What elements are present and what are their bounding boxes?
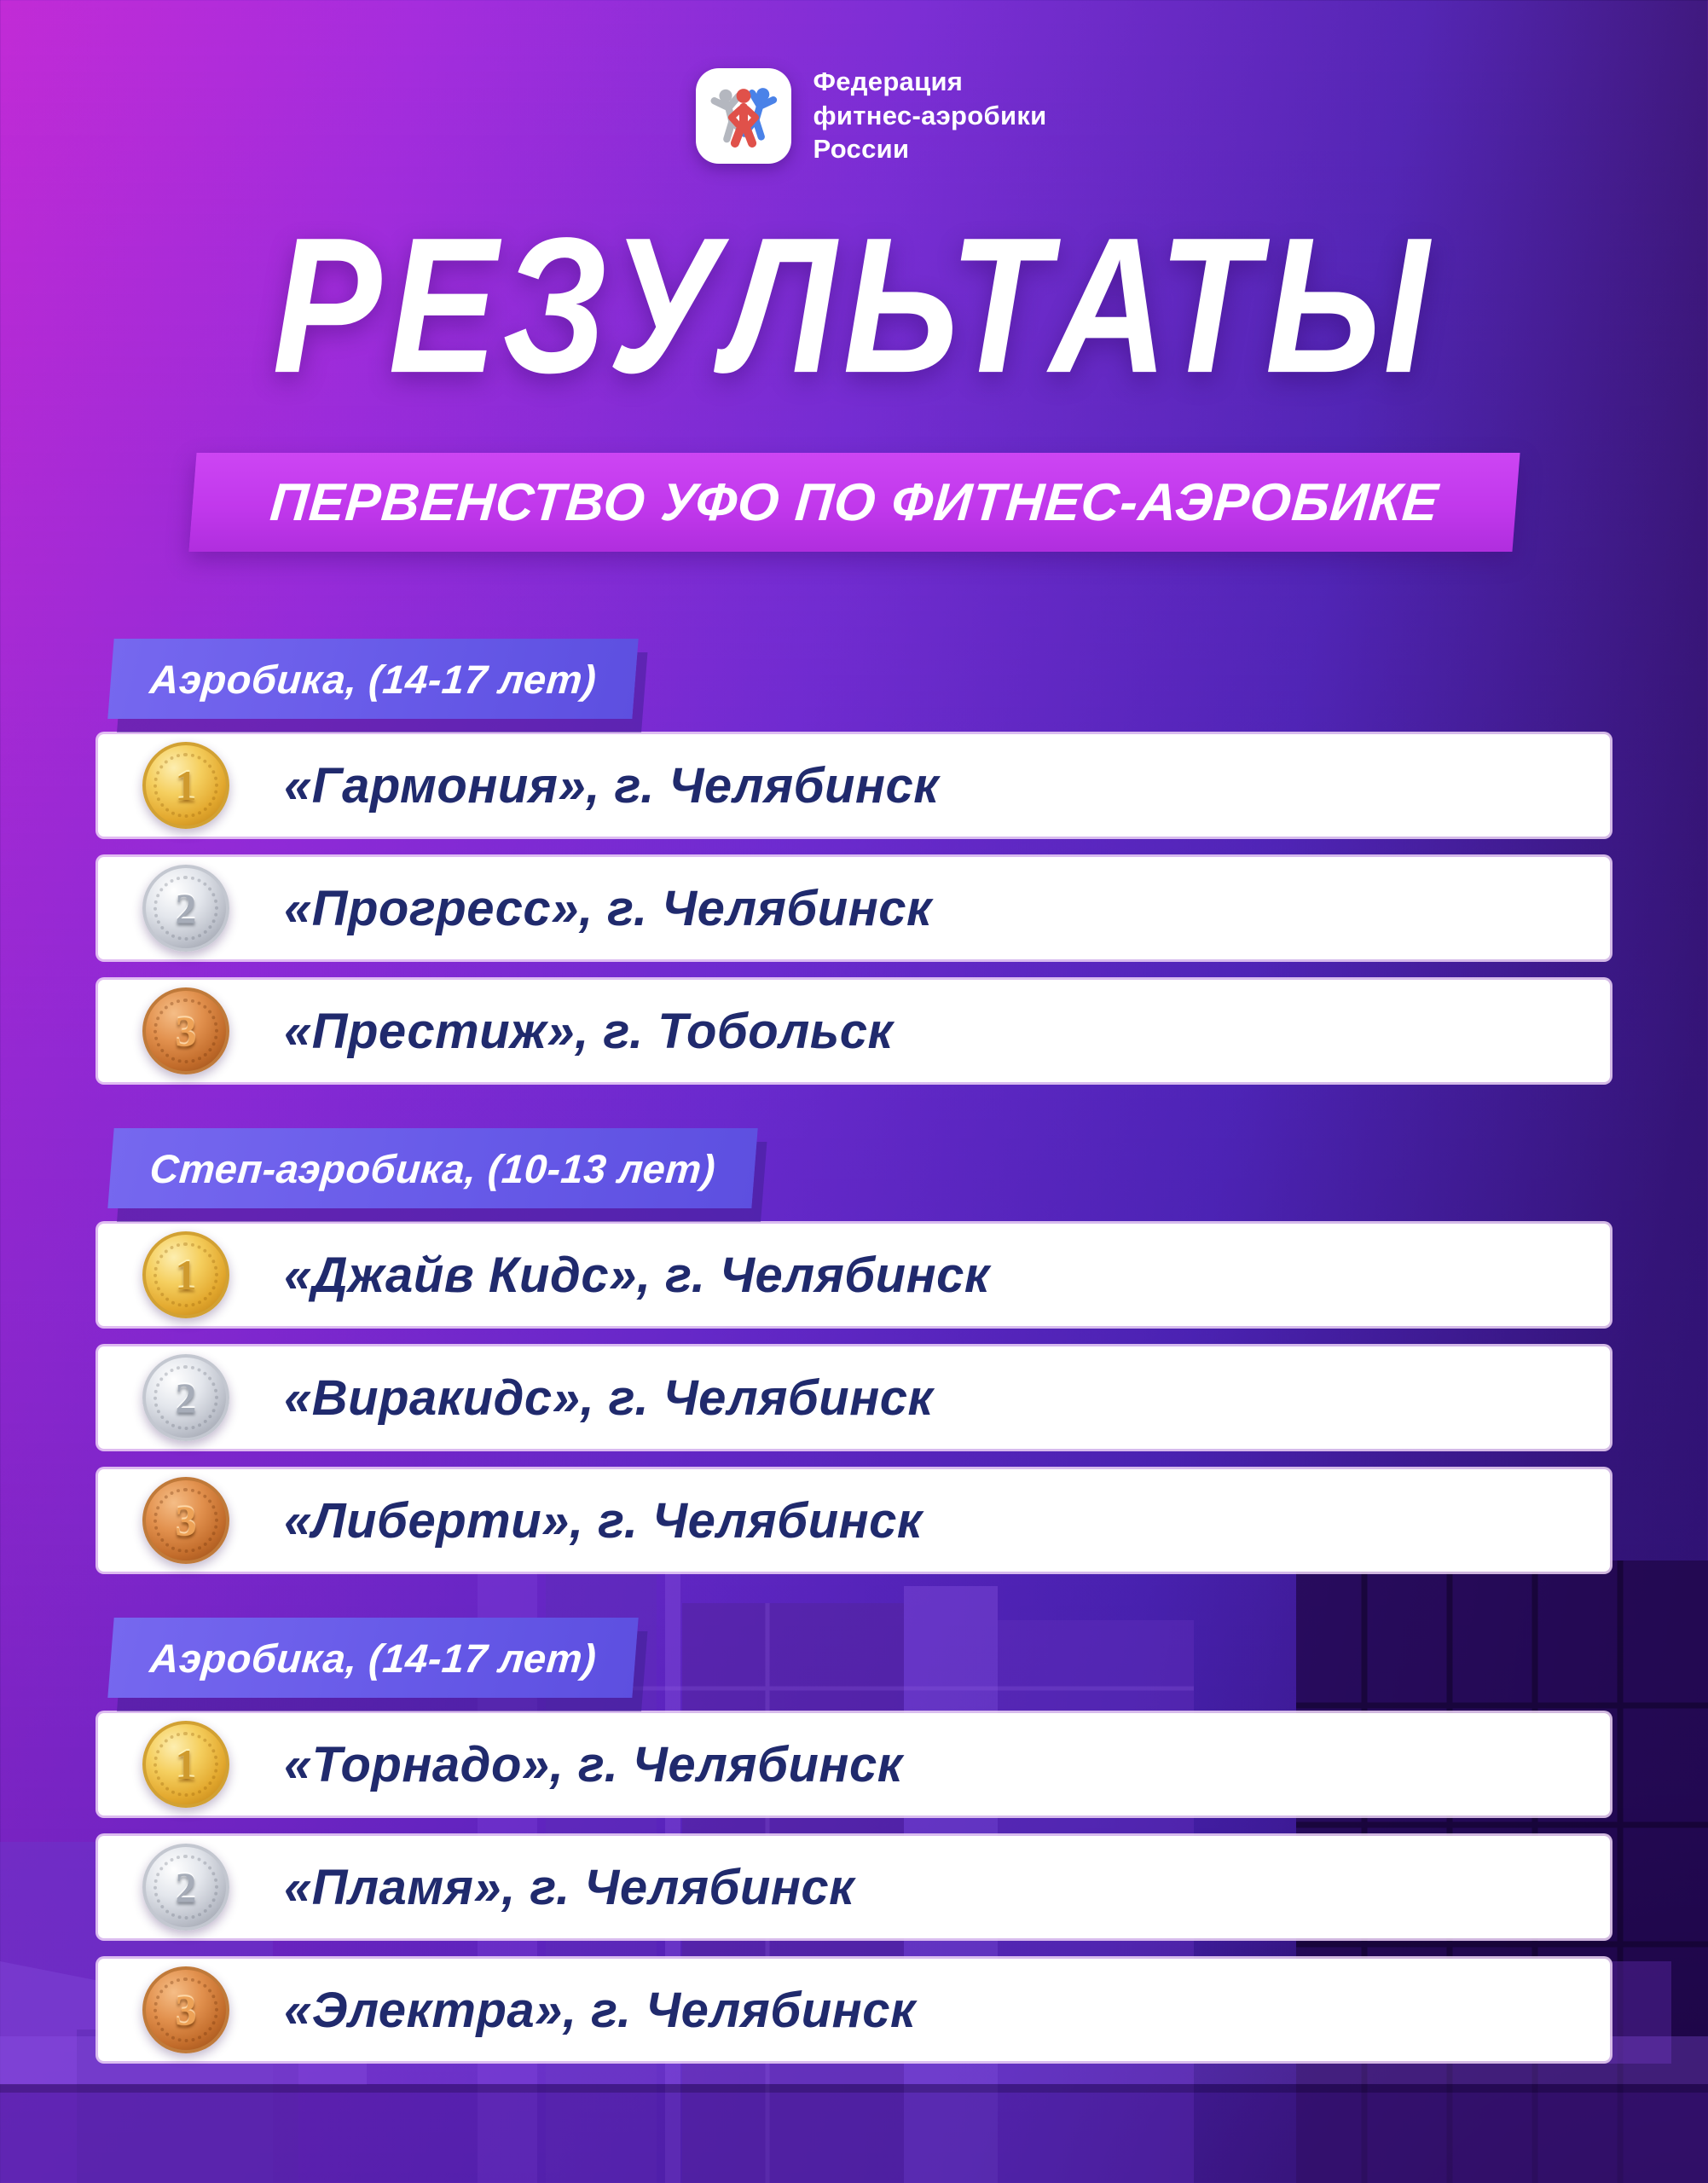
section-rows bbox=[98, 1224, 1610, 1572]
result-row bbox=[98, 1836, 1610, 1938]
org-name-line2: фитнес-аэробики bbox=[813, 100, 1047, 130]
team-label: «Виракидс», г. Челябинск bbox=[284, 1369, 934, 1426]
place-number: 3 bbox=[175, 1497, 197, 1545]
results-sections bbox=[0, 639, 1708, 2061]
result-row bbox=[98, 734, 1610, 837]
gold-medal-icon bbox=[142, 742, 229, 829]
bronze-medal-icon bbox=[142, 987, 229, 1074]
team-label: «Прогресс», г. Челябинск bbox=[284, 880, 932, 936]
team-label: «Электра», г. Челябинск bbox=[284, 1982, 916, 2038]
result-row bbox=[98, 857, 1610, 959]
place-number: 3 bbox=[175, 1986, 197, 2035]
page-title: РЕЗУЛЬТАТЫ bbox=[272, 196, 1436, 414]
three-figures-icon bbox=[708, 80, 779, 152]
title-area bbox=[0, 196, 1708, 414]
section-rows bbox=[98, 734, 1610, 1082]
place-number: 1 bbox=[175, 761, 197, 810]
team-label: «Престиж», г. Тобольск bbox=[284, 1003, 894, 1059]
place-number: 2 bbox=[175, 1374, 197, 1422]
section-badge bbox=[107, 1128, 757, 1208]
result-row bbox=[98, 1959, 1610, 2061]
subtitle-banner bbox=[188, 453, 1520, 552]
section-step-aerobics-10-13 bbox=[0, 1128, 1708, 1572]
silver-medal-icon bbox=[142, 1844, 229, 1931]
result-row bbox=[98, 1346, 1610, 1449]
section-label: Аэробика, (14-17 лет) bbox=[148, 1635, 599, 1681]
federation-logo-icon bbox=[696, 68, 791, 164]
section-badge bbox=[107, 639, 639, 719]
silver-medal-icon bbox=[142, 865, 229, 952]
silver-medal-icon bbox=[142, 1354, 229, 1441]
section-badge bbox=[107, 1618, 639, 1698]
team-label: «Гармония», г. Челябинск bbox=[284, 757, 940, 814]
org-name bbox=[813, 65, 1047, 166]
team-label: «Либерти», г. Челябинск bbox=[284, 1492, 923, 1549]
result-row bbox=[98, 1469, 1610, 1572]
result-row bbox=[98, 1224, 1610, 1326]
federation-logo bbox=[17, 0, 1708, 166]
place-number: 3 bbox=[175, 1007, 197, 1056]
section-aerobics-14-17 bbox=[0, 639, 1708, 1082]
place-number: 2 bbox=[175, 884, 197, 933]
section-rows bbox=[98, 1713, 1610, 2061]
result-row bbox=[98, 1713, 1610, 1815]
org-name-line1: Федерация bbox=[813, 67, 964, 96]
team-label: «Джайв Кидс», г. Челябинск bbox=[284, 1247, 990, 1303]
org-name-line3: России bbox=[813, 134, 910, 165]
gold-medal-icon bbox=[142, 1721, 229, 1808]
team-label: «Пламя», г. Челябинск bbox=[284, 1859, 855, 1915]
gold-medal-icon bbox=[142, 1231, 229, 1318]
bronze-medal-icon bbox=[142, 1966, 229, 2053]
team-label: «Торнадо», г. Челябинск bbox=[284, 1736, 903, 1792]
bronze-medal-icon bbox=[142, 1477, 229, 1564]
section-aerobics-14-17-b bbox=[0, 1618, 1708, 2061]
section-label: Аэробика, (14-17 лет) bbox=[148, 656, 599, 702]
result-row bbox=[98, 980, 1610, 1082]
section-label: Степ-аэробика, (10-13 лет) bbox=[148, 1145, 718, 1191]
place-number: 2 bbox=[175, 1863, 197, 1912]
place-number: 1 bbox=[175, 1251, 197, 1300]
subtitle-text: ПЕРВЕНСТВО УФО ПО ФИТНЕС-АЭРОБИКЕ bbox=[267, 472, 1441, 532]
place-number: 1 bbox=[175, 1740, 197, 1789]
